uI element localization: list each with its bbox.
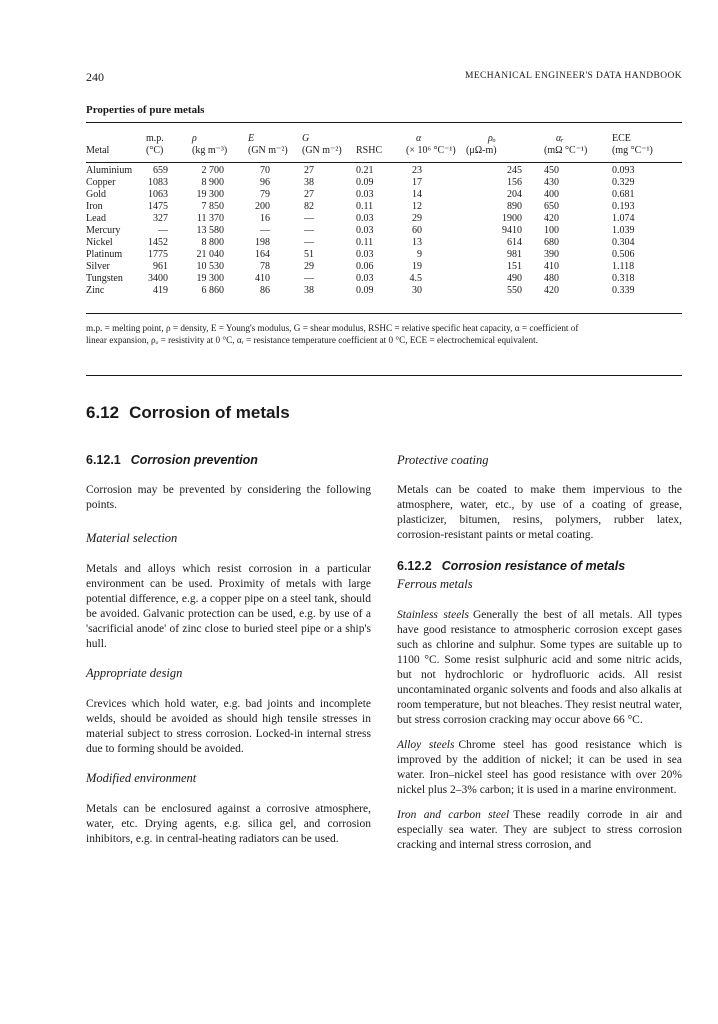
table-cell: 19 300: [196, 273, 224, 284]
table-cell: 29: [304, 261, 314, 272]
section-title: Corrosion of metals: [129, 403, 290, 422]
table-cell: 0.506: [612, 249, 635, 260]
table-cell: —: [304, 225, 314, 236]
table-row: [86, 201, 682, 213]
table-cell: 659: [153, 165, 168, 176]
table-cell: 0.03: [356, 213, 374, 224]
table-cell: 680: [544, 237, 559, 248]
table-cell: 8 800: [201, 237, 224, 248]
table-cell: 60: [412, 225, 422, 236]
table-cell: 1083: [148, 177, 168, 188]
table-cell: 21 040: [196, 249, 224, 260]
table-row: [86, 273, 682, 285]
table-cell: 550: [507, 285, 522, 296]
table-row: [86, 225, 682, 237]
table-cell: 38: [304, 285, 314, 296]
protective-coating-paragraph: Metals can be coated to make them impervious to the atmosphere, water, etc., by use of a coating of grease, plasticizer, bitumen, resins, polymers, rubber latex, corrosion-resistant paints or metal coating.: [397, 484, 682, 541]
table-cell: 0.03: [356, 189, 374, 200]
table-cell: 51: [304, 249, 314, 260]
protective-coating-heading: Protective coating: [397, 453, 489, 467]
table-cell: 0.03: [356, 273, 374, 284]
modified-environment-heading: Modified environment: [86, 771, 197, 785]
table-cell: 78: [260, 261, 270, 272]
column-header: G (GN m⁻²): [302, 133, 342, 156]
table-cell: 16: [260, 213, 270, 224]
table-row: [86, 177, 682, 189]
appropriate-design-paragraph: Crevices which hold water, e.g. bad joints and incomplete welds, should be avoided as should high tensile stresses in material subject to stress corrosion. Locked-in internal stress due to forming should be avoided.: [86, 698, 371, 755]
table-cell: —: [304, 237, 314, 248]
table-top-rule: [86, 122, 682, 123]
table-cell: 156: [507, 177, 522, 188]
stainless-steels-paragraph: Stainless steels Generally the best of all metals. All types have good resistance to atmospheric corrosion except gases such as chlorine and sulphur. Some types are suitable up to 1100 °C. Some resist sulphuric acid and some nitric acids, but not hydrochloric or hydrofluoric acids. All resist uncontaminated organic solvents and foods and also alkalis at room temperature, but not bleaches. They resist neutral water, but stress corrosion cracking may occur above 66 °C.: [397, 609, 682, 726]
table-row: [86, 213, 682, 225]
table-cell: 27: [304, 189, 314, 200]
table-cell: 12: [412, 201, 422, 212]
table-cell: 0.11: [356, 237, 374, 248]
table-cell: 23: [412, 165, 422, 176]
table-cell: —: [260, 225, 270, 236]
table-cell: 0.09: [356, 177, 374, 188]
table-cell: 164: [255, 249, 270, 260]
table-cell: 200: [255, 201, 270, 212]
table-cell: 11 370: [196, 213, 224, 224]
table-cell: 2 700: [201, 165, 224, 176]
page-header: [86, 70, 682, 84]
table-header-row: [86, 133, 682, 157]
table-cell: 1063: [148, 189, 168, 200]
table-cell: 450: [544, 165, 559, 176]
table-cell: 198: [255, 237, 270, 248]
table-cell: 390: [544, 249, 559, 260]
table-cell: 0.318: [612, 273, 635, 284]
table-cell: 490: [507, 273, 522, 284]
table-cell: 0.06: [356, 261, 374, 272]
table-cell: 1475: [148, 201, 168, 212]
table-cell: 9410: [502, 225, 522, 236]
table-cell: 0.329: [612, 177, 635, 188]
column-header: E (GN m⁻²): [248, 133, 288, 156]
table-cell: 13 580: [196, 225, 224, 236]
table-cell: 0.03: [356, 225, 374, 236]
table-cell: 7 850: [201, 201, 224, 212]
table-title: Properties of pure metals: [86, 104, 205, 116]
table-cell: 10 530: [196, 261, 224, 272]
table-cell: 410: [544, 261, 559, 272]
table-cell: 0.193: [612, 201, 635, 212]
metal-name-cell: Mercury: [86, 225, 121, 236]
table-cell: 614: [507, 237, 522, 248]
table-cell: 1900: [502, 213, 522, 224]
table-cell: 420: [544, 213, 559, 224]
table-cell: —: [304, 273, 314, 284]
metal-name-cell: Platinum: [86, 249, 123, 260]
metal-name-cell: Lead: [86, 213, 106, 224]
table-cell: 100: [544, 225, 559, 236]
modified-environment-paragraph: Metals can be enclosured against a corrosive atmosphere, water, etc. Drying agents, e.g. silica gel, and corrosion inhibitors, e.g. in central-heating radiators can be used.: [86, 803, 371, 845]
table-row: [86, 237, 682, 249]
table-cell: 1.118: [612, 261, 635, 272]
table-cell: 29: [412, 213, 422, 224]
metal-name-cell: Tungsten: [86, 273, 123, 284]
appropriate-design-heading: Appropriate design: [86, 666, 183, 680]
metal-name-cell: Copper: [86, 177, 116, 188]
table-cell: 1.074: [612, 213, 635, 224]
section-divider: [86, 375, 682, 376]
metal-name-cell: Nickel: [86, 237, 113, 248]
table-cell: 4.5: [409, 273, 422, 284]
table-cell: 38: [304, 177, 314, 188]
table-cell: 96: [260, 177, 270, 188]
table-cell: 961: [153, 261, 168, 272]
left-column: [86, 453, 371, 847]
table-cell: 480: [544, 273, 559, 284]
column-header: RSHC: [356, 145, 383, 156]
running-title: MECHANICAL ENGINEER'S DATA HANDBOOK: [465, 71, 682, 81]
table-cell: 420: [544, 285, 559, 296]
table-cell: 3400: [148, 273, 168, 284]
material-selection-paragraph: Metals and alloys which resist corrosion in a particular environment can be used. Proximity of metals with large potential difference, e.g. a copper pipe on a steel tank, should be avoided. Galvanic protection can be used, e.g. by use of a 'sacrificial anode' of zinc close to buried steel pipe or a ship's hull.: [86, 563, 371, 650]
table-cell: 9: [417, 249, 422, 260]
column-header: α (× 10⁶ °C⁻¹): [406, 133, 456, 156]
table-cell: 82: [304, 201, 314, 212]
table-footnote: m.p. = melting point, ρ = density, E = Young's modulus, G = shear modulus, RSHC = relative specific heat capacity, α = coefficient of linear expansion, ρₒ = resistivity at 0 °C, αᵣ = resistance temperature coefficient at 0 °C, ECE = electrochemical equivalent.: [86, 323, 579, 345]
section-heading: [86, 403, 300, 423]
table-cell: 19 300: [196, 189, 224, 200]
metal-name-cell: Zinc: [86, 285, 105, 296]
right-column: [397, 453, 682, 853]
subsection-heading: 6.12.2 Corrosion resistance of metals: [397, 559, 626, 573]
table-cell: 0.11: [356, 201, 374, 212]
table-cell: 204: [507, 189, 522, 200]
table-cell: 327: [153, 213, 168, 224]
table-cell: 650: [544, 201, 559, 212]
section-number: 6.12: [86, 403, 120, 422]
table-cell: 430: [544, 177, 559, 188]
table-cell: 19: [412, 261, 422, 272]
table-cell: 86: [260, 285, 270, 296]
column-header: Metal: [86, 145, 110, 156]
material-selection-heading: Material selection: [86, 531, 178, 545]
column-header: m.p. (°C): [146, 133, 164, 156]
properties-table: [86, 133, 682, 297]
intro-paragraph: Corrosion may be prevented by considering the following points.: [86, 484, 371, 511]
column-header: ρₒ (μΩ-m): [466, 133, 497, 156]
column-header: αᵣ (mΩ °C⁻¹): [544, 133, 588, 156]
table-cell: 30: [412, 285, 422, 296]
metal-name-cell: Aluminium: [86, 165, 133, 176]
table-cell: 14: [412, 189, 422, 200]
column-header: ρ (kg m⁻³): [192, 133, 228, 156]
table-cell: 0.21: [356, 165, 374, 176]
iron-carbon-steel-paragraph: Iron and carbon steel These readily corrode in air and especially sea water. They are subject to stress corrosion cracking and internal stress corrosion, and: [397, 809, 682, 851]
table-cell: 981: [507, 249, 522, 260]
table-row: [86, 285, 682, 297]
table-cell: 13: [412, 237, 422, 248]
table-cell: 0.304: [612, 237, 635, 248]
table-cell: 8 900: [201, 177, 224, 188]
metal-name-cell: Iron: [86, 201, 103, 212]
page-number: 240: [86, 70, 104, 84]
table-row: [86, 249, 682, 261]
column-header: ECE (mg °C⁻¹): [612, 133, 653, 156]
table-row: [86, 261, 682, 273]
table-cell: 6 860: [201, 285, 224, 296]
table-cell: 0.03: [356, 249, 374, 260]
table-cell: 79: [260, 189, 270, 200]
table-cell: 1.039: [612, 225, 635, 236]
table-cell: 151: [507, 261, 522, 272]
table-bottom-rule: [86, 313, 682, 314]
alloy-steels-paragraph: Alloy steels Chrome steel has good resistance which is improved by the addition of nickel; it can be used in sea water. Iron–nickel steel has good resistance with over 20% nickel plus 2–3% carbon; it is used in a marine environment.: [397, 739, 682, 796]
table-cell: 0.339: [612, 285, 635, 296]
table-cell: 245: [507, 165, 522, 176]
table-cell: —: [304, 213, 314, 224]
table-cell: —: [158, 225, 168, 236]
table-cell: 1452: [148, 237, 168, 248]
table-cell: 0.09: [356, 285, 374, 296]
subsection-heading: 6.12.1 Corrosion prevention: [86, 453, 258, 467]
table-cell: 890: [507, 201, 522, 212]
table-row: [86, 165, 682, 177]
ferrous-metals-heading: Ferrous metals: [397, 577, 473, 591]
table-row: [86, 189, 682, 201]
table-cell: 419: [153, 285, 168, 296]
metal-name-cell: Silver: [86, 261, 110, 272]
table-cell: 400: [544, 189, 559, 200]
table-cell: 17: [412, 177, 422, 188]
table-cell: 27: [304, 165, 314, 176]
table-cell: 410: [255, 273, 270, 284]
table-cell: 0.681: [612, 189, 635, 200]
table-cell: 1775: [148, 249, 168, 260]
table-body: [86, 165, 682, 297]
table-cell: 0.093: [612, 165, 635, 176]
table-cell: 70: [260, 165, 270, 176]
metal-name-cell: Gold: [86, 189, 106, 200]
